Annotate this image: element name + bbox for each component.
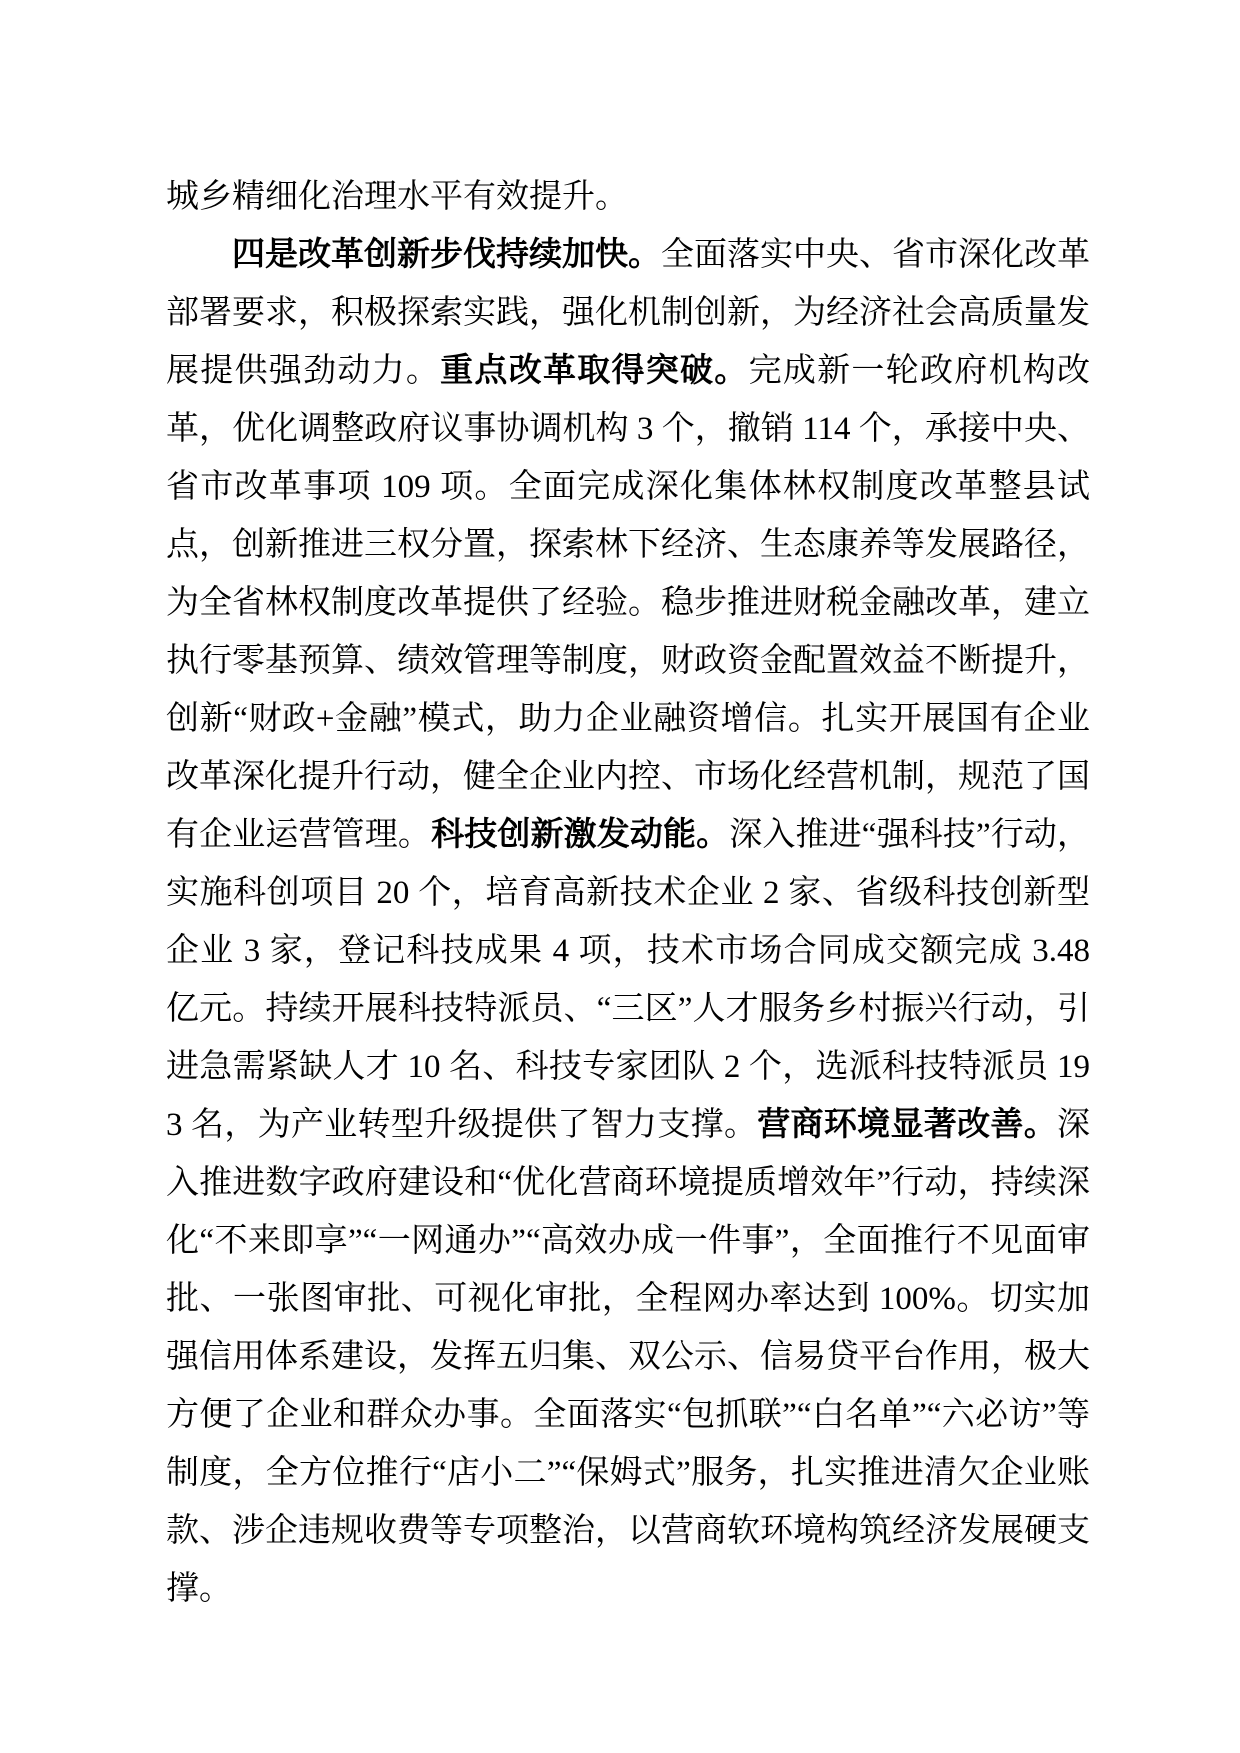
- paragraph-continuation: [166, 168, 1090, 226]
- text-run: 全面落实中央、省市深化改革部署要求，积极探索实践，强化机制创新，为经济社会高质量发展提供强劲动力。: [166, 237, 1090, 389]
- text-run: 深入推进数字政府建设和“优化营商环境提质增效年”行动，持续深化“不来即享”“一网通办”“高效办成一件事”，全面推行不见面审批、一张图审批、可视化审批，全程网办率达到 100%。切实加强信用体系建设，发挥五归集、双公示、信易贷平台作用，极大方便了企业和群众办事。全面落实“包抓联”“白名单”“六必访”等制度，全方位推行“店小二”“保姆式”服务，扎实推进清欠企业账款、涉企违规收费等专项整治，以营商软环境构筑经济发展硬支撑。: [166, 1107, 1091, 1607]
- bold-emphasis-run: 重点改革取得突破。: [440, 353, 749, 389]
- bold-emphasis-run: 四是改革创新步伐持续加快。: [232, 237, 661, 273]
- text-run: 城乡精细化治理水平有效提升。: [166, 179, 628, 215]
- paragraph-section-four: [166, 226, 1090, 1618]
- bold-emphasis-run: 营商环境显著改善。: [757, 1107, 1058, 1143]
- text-run: 深入推进“强科技”行动，实施科创项目 20 个，培育高新技术企业 2 家、省级科技创新型企业 3 家，登记科技成果 4 项，技术市场合同成交额完成 3.48 亿元。持续开展科技特派员、“三区”人才服务乡村振兴行动，引进急需紧缺人才 10 名、科技专家团队 2 个，选派科技特派员 193 名，为产业转型升级提供了智力支撑。: [166, 817, 1091, 1143]
- bold-emphasis-run: 科技创新激发动能。: [431, 817, 730, 853]
- text-run: 完成新一轮政府机构改革，优化调整政府议事协调机构 3 个，撤销 114 个，承接中央、省市改革事项 109 项。全面完成深化集体林权制度改革整县试点，创新推进三权分置，探索林下经济、生态康养等发展路径，为全省林权制度改革提供了经验。稳步推进财税金融改革，建立执行零基预算、绩效管理等制度，财政资金配置效益不断提升，创新“财政+金融”模式，助力企业融资增信。扎实开展国有企业改革深化提升行动，健全企业内控、市场化经营机制，规范了国有企业运营管理。: [166, 353, 1091, 853]
- document-body: [166, 168, 1090, 1618]
